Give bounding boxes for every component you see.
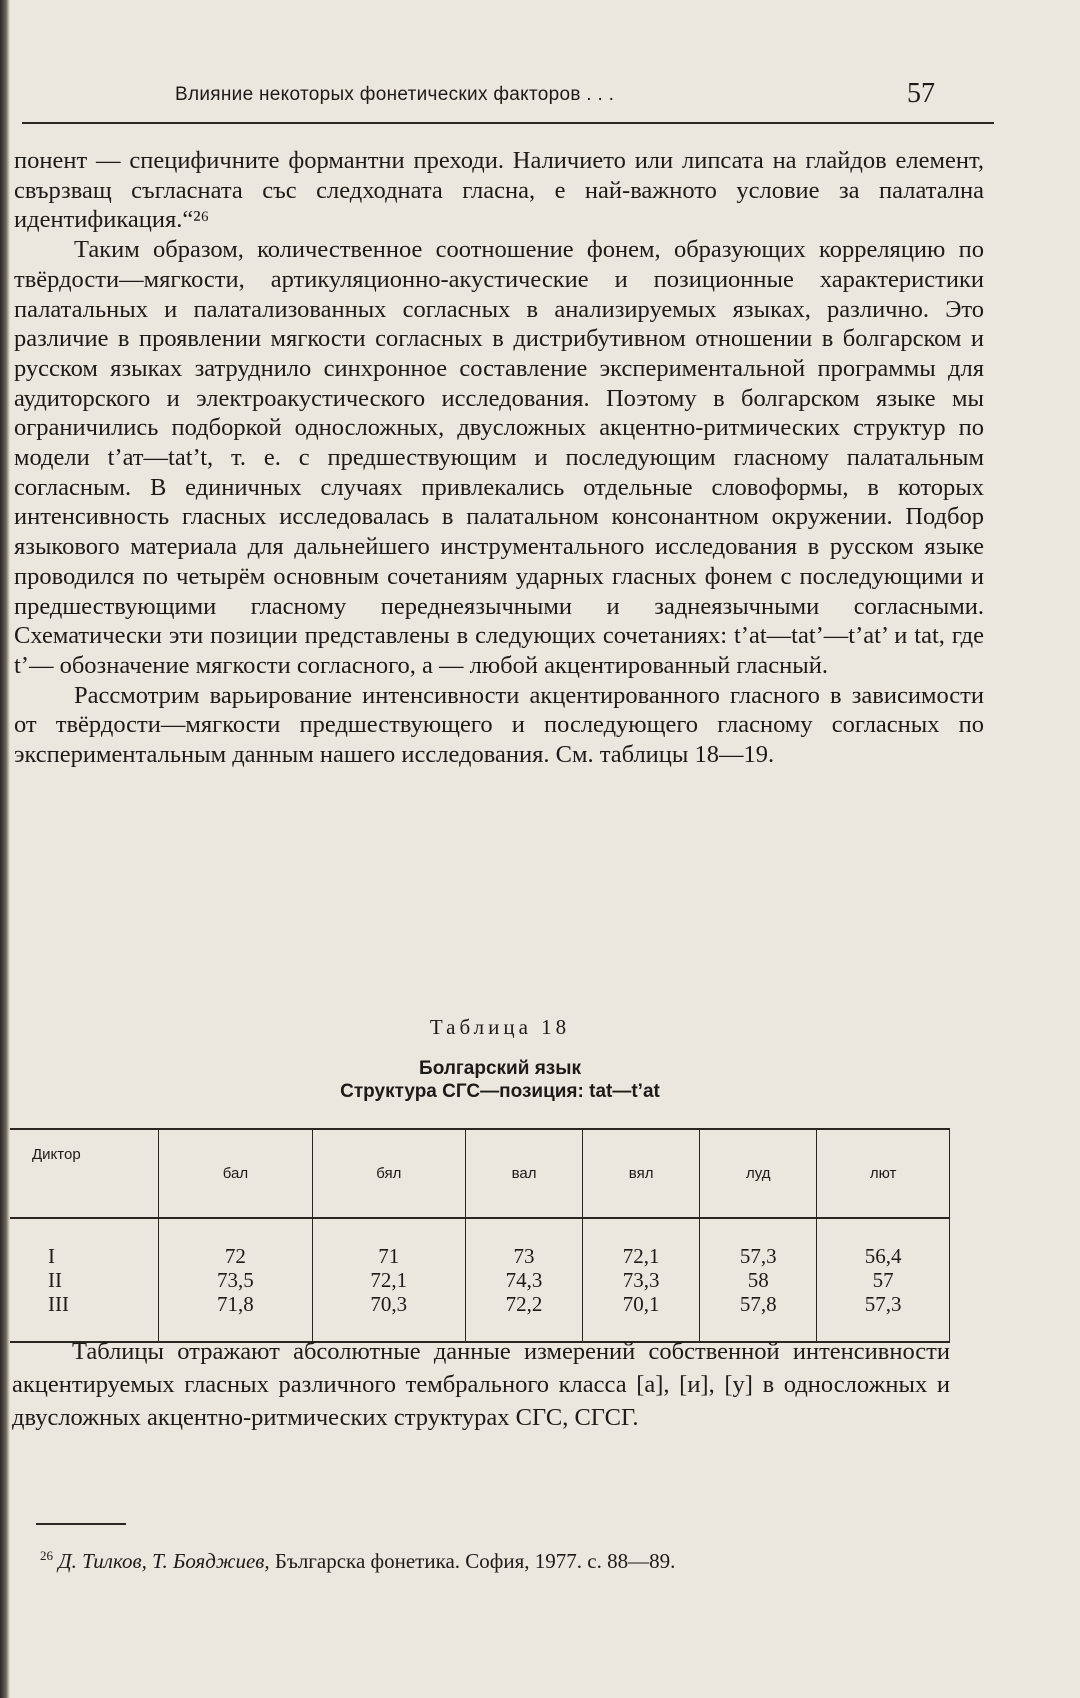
table-header-row [10, 1129, 950, 1218]
page-number: 57 [907, 78, 935, 109]
header-cell-lyut: лют [817, 1129, 950, 1218]
main-text [14, 146, 984, 770]
val-column [465, 1218, 582, 1342]
running-head [175, 78, 935, 118]
table-structure: Структура СГС—позиция: tat—t’at [340, 1081, 660, 1102]
paragraph-1: понент — специфичните формантни преходи. Наличието или липсата на глайдов елемент, свързващ съгласната със следходната гласна, е най-важното условие за палатална идентификация.“²⁶ [14, 147, 984, 234]
header-cell-lud: луд [700, 1129, 817, 1218]
header-cell-vyal: вял [583, 1129, 700, 1218]
header-cell-byal: бял [312, 1129, 465, 1218]
table-cell: 72 [224, 1244, 246, 1268]
table-cell: 74,3 [505, 1268, 543, 1292]
table-caption [0, 1015, 1000, 1103]
paragraph-2: Таким образом, количественное соотношение фонем, образующих корреляцию по твёрдости—мягкости, артикуляционно-акустические и позиционные характеристики палатальных и палатализованных согласных в анализируемых языках, различно. Это различие в проявлении мягкости согласных в дистрибутивном отношении в болгарском и русском языках затруднило синхронное составление экспериментальной программы для аудиторского и электроакустического исследования. Поэтому в болгарском языке мы ограничились подборкой односложных, двусложных акцентно-ритмических структур по модели t’ат—tat’t, т. е. с предшествующим и последующим гласному палатальным согласным. В единичных случаях привлекались отдельные словоформы, в которых интенсивность гласных исследовалась в палатальном консонантном окружении. Подбор языкового материала для дальнейшего инструментального исследования в русском языке проводился по четырём основным сочетаниям ударных гласных фонем с последующими и предшествующими гласному переднеязычными и заднеязычными согласными. Схематически эти позиции представлены в следующих сочетаниях: t’at—tat’—t’at’ и tat, где t’— обозначение мягкости согласного, а — любой акцентированный гласный. [14, 236, 984, 679]
table-language: Болгарский язык [419, 1058, 581, 1079]
post-table-text [12, 1335, 950, 1434]
table-cell: 72,1 [370, 1268, 408, 1292]
header-cell-bal: бал [159, 1129, 312, 1218]
table-cell: 57,3 [864, 1292, 902, 1316]
footnote [40, 1548, 675, 1574]
bal-column [159, 1218, 312, 1342]
table-cell: 58 [747, 1268, 769, 1292]
intensity-table [10, 1128, 950, 1343]
footnote-rule [36, 1523, 126, 1525]
table-cell: 72,1 [622, 1244, 660, 1268]
table-body-row [10, 1218, 950, 1342]
header-cell-speaker: Диктор [10, 1129, 159, 1218]
header-rule [22, 122, 994, 124]
table-cell: 71,8 [217, 1292, 254, 1316]
table-cell: 73,3 [622, 1268, 660, 1292]
table-cell: 57 [872, 1268, 894, 1292]
table-cell: 70,3 [370, 1292, 408, 1316]
footnote-source: Българска фонетика. София, 1977. с. 88—89. [274, 1549, 676, 1573]
table-cell: I [48, 1244, 55, 1268]
paragraph-3: Рассмотрим варьирование интенсивности акцентированного гласного в зависимости от твёрдости—мягкости предшествующего и последующего гласному согласных по экспериментальным данным нашего исследования. См. таблицы 18—19. [14, 681, 984, 769]
table-cell: 73 [513, 1244, 535, 1268]
footnote-marker: 26 [40, 1548, 53, 1563]
table-cell: 70,1 [622, 1292, 660, 1316]
byal-column [312, 1218, 465, 1342]
running-title: Влияние некоторых фонетических факторов . . . [175, 84, 615, 105]
speaker-column [10, 1218, 159, 1342]
table-cell: 73,5 [217, 1268, 254, 1292]
header-cell-val: вал [465, 1129, 582, 1218]
lud-column [700, 1218, 817, 1342]
lyut-column [817, 1218, 950, 1342]
paragraph-4: Таблицы отражают абсолютные данные измерений собственной интенсивности акцентируемых гласных различного тембрального класса [а], [и], [у] в односложных и двусложных акцентно-ритмических структурах СГС, СГСГ. [12, 1338, 950, 1431]
vyal-column [583, 1218, 700, 1342]
table-cell: 57,3 [739, 1244, 777, 1268]
page-binding-shadow [0, 0, 10, 1698]
table-cell: 57,8 [739, 1292, 777, 1316]
table-cell: 72,2 [505, 1292, 543, 1316]
footnote-authors: Д. Тилков, Т. Бояджиев, [58, 1549, 270, 1573]
table-cell: III [48, 1292, 69, 1316]
table-cell: II [48, 1268, 62, 1292]
table-number: Таблица 18 [429, 1015, 571, 1039]
table-cell: 56,4 [864, 1244, 902, 1268]
table-cell: 71 [378, 1244, 400, 1268]
